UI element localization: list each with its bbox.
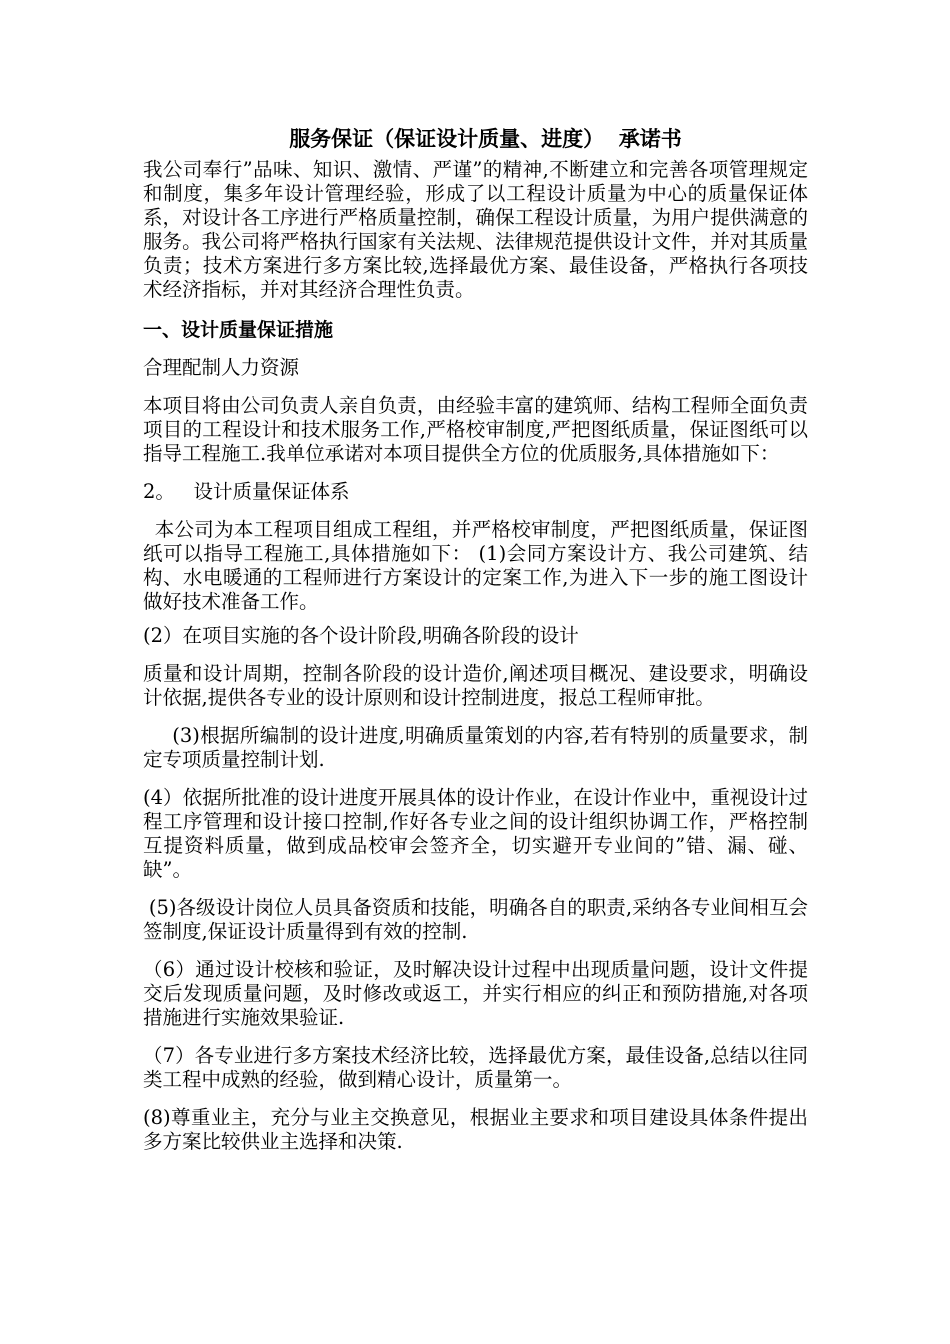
list-item-4: (4）依据所批准的设计进度开展具体的设计作业，在设计作业中，重视设计过程工序管理和设计接口控制,作好各专业之间的设计组织协调工作，严格控制互提资料质量，做到成品校审会签齐全，切实避开专业间的”错、漏、碰、缺”。 (143, 786, 808, 881)
list-item-2-continued: 质量和设计周期，控制各阶段的设计造价,阐述项目概况、建设要求，明确设计依据,提供各专业的设计原则和设计控制进度，报总工程师审批。 (143, 662, 808, 709)
list-item-6: （6）通过设计校核和验证，及时解决设计过程中出现质量问题，设计文件提交后发现质量问题，及时修改或返工，并实行相应的纠正和预防措施,对各项措施进行实施效果验证. (143, 958, 808, 1029)
intro-paragraph: 我公司奉行”品味、知识、激情、严谨”的精神,不断建立和完善各项管理规定和制度，集多年设计管理经验，形成了以工程设计质量为中心的质量保证体系，对设计各工序进行严格质量控制，确保工程设计质量，为用户提供满意的服务。我公司将严格执行国家有关法规、法律规范提供设计文件，并对其质量负责；技术方案进行多方案比较,选择最优方案、最佳设备，严格执行各项技术经济指标，并对其经济合理性负责。 (143, 158, 808, 301)
section-heading-quality-measures: 一、设计质量保证措施 (143, 319, 334, 341)
list-item-5: (5)各级设计岗位人员具备资质和技能，明确各自的职责,采纳各专业间相互会签制度,保证设计质量得到有效的控制. (143, 896, 808, 943)
document-title: 服务保证（保证设计质量、进度） 承诺书 (289, 127, 682, 151)
subheading-quality-system: 2。 设计质量保证体系 (143, 480, 350, 503)
list-item-2: (2）在项目实施的各个设计阶段,明确各阶段的设计 (143, 624, 579, 647)
document-page (143, 124, 808, 1154)
list-item-3: (3)根据所编制的设计进度,明确质量策划的内容,若有特别的质量要求，制定专项质量控制计划. (143, 724, 808, 771)
paragraph-quality-system: 本公司为本工程项目组成工程组，并严格校审制度，严把图纸质量，保证图纸可以指导工程施工,具体措施如下： (1)会同方案设计方、我公司建筑、结构、水电暖通的工程师进行方案设计的定案工作,为进入下一步的施工图设计做好技术准备工作。 (143, 518, 808, 613)
list-item-8: (8)尊重业主，充分与业主交换意见，根据业主要求和项目建设具体条件提出多方案比较供业主选择和决策. (143, 1106, 808, 1153)
list-item-7: （7）各专业进行多方案技术经济比较，选择最优方案，最佳设备,总结以往同类工程中成熟的经验，做到精心设计，质量第一。 (143, 1044, 808, 1091)
subheading-human-resources: 合理配制人力资源 (143, 356, 300, 379)
paragraph-project-responsibility: 本项目将由公司负责人亲自负责，由经验丰富的建筑师、结构工程师全面负责项目的工程设计和技术服务工作,严格校审制度,严把图纸质量，保证图纸可以指导工程施工.我单位承诺对本项目提供全方位的优质服务,具体措施如下： (143, 394, 808, 465)
